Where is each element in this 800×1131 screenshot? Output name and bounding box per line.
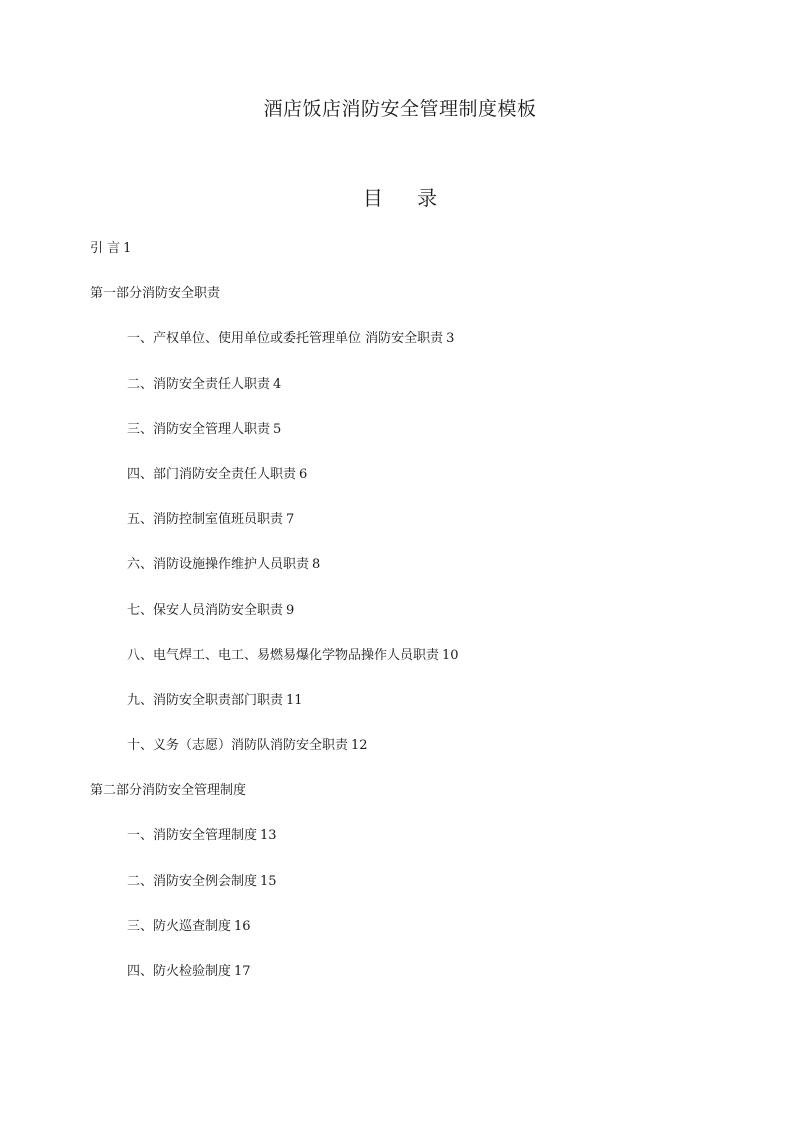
toc-entry[interactable] <box>90 961 730 1006</box>
toc-entry-page: 1 <box>123 241 132 256</box>
toc-entry[interactable] <box>90 690 730 735</box>
toc-entry-text: 一、消防安全管理制度 <box>127 828 258 844</box>
toc-entry[interactable] <box>90 825 730 870</box>
toc-entry-text: 四、部门消防安全责任人职责 <box>127 466 297 482</box>
toc-entry-text: 三、防火巡查制度 <box>127 918 232 934</box>
toc-entry[interactable] <box>90 464 730 509</box>
toc-entry[interactable] <box>90 509 730 554</box>
document-title: 酒店饭店消防安全管理制度模板 <box>263 98 537 120</box>
toc-entry[interactable] <box>90 735 730 780</box>
toc-entry-text: 七、保安人员消防安全职责 <box>127 602 284 618</box>
toc-entry-page: 5 <box>273 421 282 437</box>
toc-entry[interactable] <box>90 554 730 599</box>
toc-entry-text: 十、义务（志愿）消防队消防安全职责 <box>127 738 349 754</box>
toc-entry-page: 16 <box>234 918 251 934</box>
toc-entry-text: 八、电气焊工、电工、易燃易爆化学物品操作人员职责 <box>127 647 440 663</box>
toc-entry[interactable] <box>90 780 730 825</box>
toc-entry-text: 第一部分消防安全职责 <box>90 286 221 302</box>
toc-entry-page: 11 <box>286 692 303 708</box>
toc-entry[interactable] <box>90 374 730 419</box>
toc-entry-page: 12 <box>351 738 368 754</box>
toc-entry-text: 第二部分消防安全管理制度 <box>90 783 247 799</box>
toc-entry[interactable] <box>90 916 730 961</box>
toc-entry[interactable] <box>90 871 730 916</box>
toc-entry-page: 17 <box>234 964 251 979</box>
toc-entry-text: 四、防火检验制度 <box>127 964 232 979</box>
toc-entry-text: 六、消防设施操作维护人员职责 <box>127 557 310 573</box>
toc-entry-text: 三、消防安全管理人职责 <box>127 421 271 437</box>
toc-entry[interactable] <box>90 645 730 690</box>
toc-entry-page: 4 <box>273 376 282 392</box>
toc-entry-text: 五、消防控制室值班员职责 <box>127 512 284 528</box>
toc-entry-page: 13 <box>260 828 277 844</box>
toc-entry-text: 九、消防安全职责部门职责 <box>127 692 284 708</box>
toc-entry-text: 二、消防安全例会制度 <box>127 873 258 889</box>
toc-heading: 目 录 <box>362 186 452 210</box>
toc-entry[interactable] <box>90 600 730 645</box>
toc-entry[interactable] <box>90 419 730 464</box>
toc-entry-page: 15 <box>260 873 277 889</box>
toc-entry-text: 引 言 <box>90 241 121 256</box>
toc-entry[interactable] <box>90 238 730 283</box>
toc-entry-text: 二、消防安全责任人职责 <box>127 376 271 392</box>
toc-entry-page: 3 <box>446 331 455 347</box>
toc-entry-page: 6 <box>299 466 308 482</box>
table-of-contents <box>90 238 730 1006</box>
toc-entry-page: 7 <box>286 512 295 528</box>
toc-entry[interactable] <box>90 328 730 373</box>
toc-entry-text: 一、产权单位、使用单位或委托管理单位 消防安全职责 <box>127 331 444 347</box>
toc-entry[interactable] <box>90 283 730 328</box>
toc-entry-page: 9 <box>286 602 295 618</box>
toc-entry-page: 10 <box>442 647 459 663</box>
toc-entry-page: 8 <box>312 557 321 573</box>
